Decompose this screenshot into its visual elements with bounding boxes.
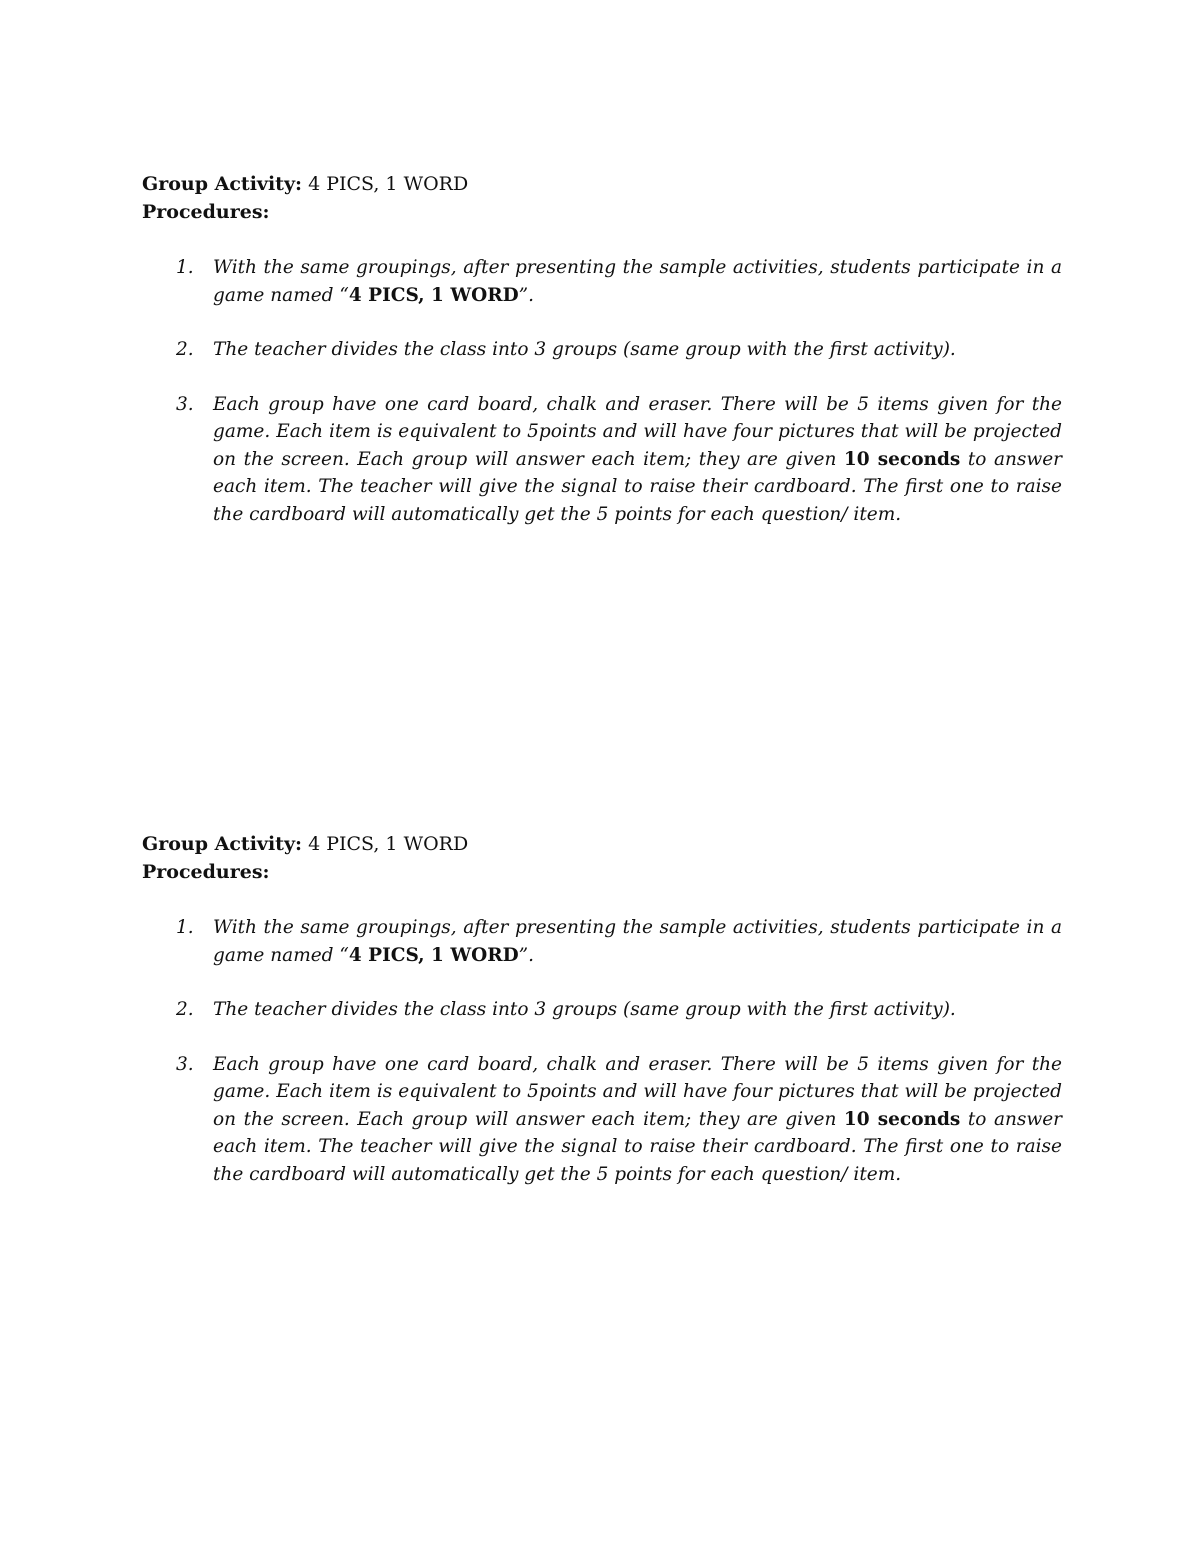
step-number: 1. (176, 257, 194, 278)
time-limit-bold: 10 seconds (843, 448, 961, 470)
procedure-step-2 (142, 336, 1062, 364)
procedure-step-1 (142, 914, 1062, 969)
step-number: 3. (176, 1053, 194, 1075)
step-text: The teacher divides the class into 3 groups (same group with the first activity). (213, 339, 956, 360)
procedure-step-3 (142, 391, 1062, 529)
procedure-step-1 (142, 254, 1062, 309)
step-number: 3. (176, 393, 194, 415)
activity-heading-value: 4 PICS, 1 WORD (308, 173, 469, 195)
game-name-bold: 4 PICS, 1 WORD (348, 284, 519, 306)
procedure-list (142, 254, 1062, 528)
step-text: Each group have one card board, chalk and eraser. There will be 5 items given for the game. Each item is equivalent to 5points and will have four pictures that will be projected on the screen. Each group will answer each item; they are given (213, 393, 1062, 470)
procedure-step-2 (142, 996, 1062, 1024)
step-text: Each group have one card board, chalk and eraser. There will be 5 items given for the game. Each item is equivalent to 5points and will have four pictures that will be projected on the screen. Each group will answer each item; they are given (213, 1053, 1062, 1130)
step-number: 2. (176, 999, 194, 1020)
step-text-end: ”. (518, 944, 535, 966)
step-text-end: to answer each item. The teacher will give the signal to raise their cardboard. The first one to raise the cardboard will automatically get the 5 points for each question/ item. (213, 448, 1063, 525)
step-text: With the same groupings, after presenting the sample activities, students participate in a game named “ (213, 257, 1062, 306)
step-text-end: ”. (518, 284, 535, 306)
procedure-list (142, 914, 1062, 1188)
activity-heading (142, 830, 1062, 858)
step-number: 1. (176, 917, 194, 938)
step-number: 2. (176, 339, 194, 360)
game-name-bold: 4 PICS, 1 WORD (348, 944, 519, 966)
step-text: The teacher divides the class into 3 groups (same group with the first activity). (213, 999, 956, 1020)
activity-heading (142, 170, 1062, 198)
activity-heading-value: 4 PICS, 1 WORD (308, 833, 469, 855)
procedure-step-3 (142, 1051, 1062, 1189)
activity-heading-label: Group Activity: (142, 173, 303, 195)
activity-heading-label: Group Activity: (142, 833, 303, 855)
time-limit-bold: 10 seconds (843, 1108, 961, 1130)
procedures-label: Procedures: (142, 201, 270, 223)
activity-section-2 (142, 830, 1062, 1215)
step-text-end: to answer each item. The teacher will give the signal to raise their cardboard. The first one to raise the cardboard will automatically get the 5 points for each question/ item. (213, 1108, 1063, 1185)
step-text: With the same groupings, after presenting the sample activities, students participate in a game named “ (213, 917, 1062, 966)
activity-section-1 (142, 170, 1062, 555)
procedures-label: Procedures: (142, 861, 270, 883)
